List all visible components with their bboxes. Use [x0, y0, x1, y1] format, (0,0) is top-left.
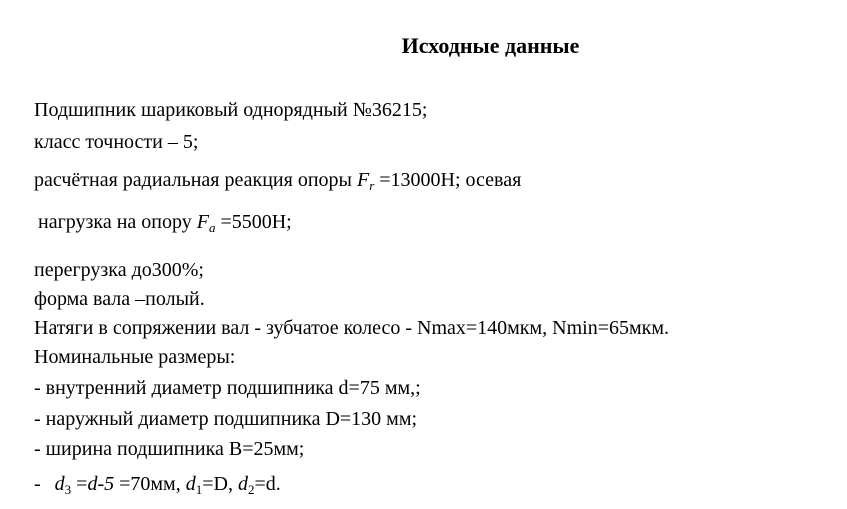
d3-equals: = — [71, 473, 88, 495]
d2-subscript: 2 — [247, 482, 255, 497]
shaft-form-line: форма вала –полый. — [34, 288, 205, 310]
axial-load-text: нагрузка на опору — [38, 211, 197, 233]
d2-symbol: d — [237, 473, 248, 495]
radial-load-subscript: r — [369, 178, 375, 193]
d3-expression: d-5 — [87, 473, 115, 495]
overload-line: перегрузка до300%; — [34, 259, 204, 281]
page-title: Исходные данные — [401, 33, 580, 58]
list-dash: - — [34, 473, 41, 495]
d1-value: =D, — [202, 473, 238, 495]
diameters-relation-line — [34, 472, 281, 496]
inner-diameter-line: - внутренний диаметр подшипника d=75 мм,; — [34, 377, 421, 399]
d2-value: =d. — [254, 473, 281, 495]
d3-subscript: 3 — [64, 482, 72, 497]
nominal-sizes-heading: Номинальные размеры: — [34, 346, 236, 368]
d1-subscript: 1 — [195, 482, 203, 497]
outer-diameter-line: - наружный диаметр подшипника D=130 мм; — [34, 408, 418, 430]
accuracy-class-line: класс точности – 5; — [34, 131, 199, 153]
radial-load-symbol: F — [356, 169, 370, 191]
radial-load-line — [34, 168, 521, 192]
bearing-type-line: Подшипник шариковый однорядный №36215; — [34, 99, 428, 121]
axial-load-subscript: a — [208, 220, 216, 235]
d1-symbol: d — [185, 473, 196, 495]
bearing-width-line: - ширина подшипника B=25мм; — [34, 438, 305, 460]
d3-symbol: d — [54, 473, 65, 495]
axial-load-value: =5500Н; — [215, 211, 292, 233]
axial-load-line — [38, 210, 292, 234]
radial-load-text: расчётная радиальная реакция опоры — [34, 169, 357, 191]
d3-value: =70мм, — [114, 473, 186, 495]
axial-load-symbol: F — [196, 211, 209, 233]
interference-line: Натяги в сопряжении вал - зубчатое колесо - Nmax=140мкм, Nmin=65мкм. — [34, 317, 670, 339]
radial-load-value: =13000Н; осевая — [374, 169, 522, 191]
